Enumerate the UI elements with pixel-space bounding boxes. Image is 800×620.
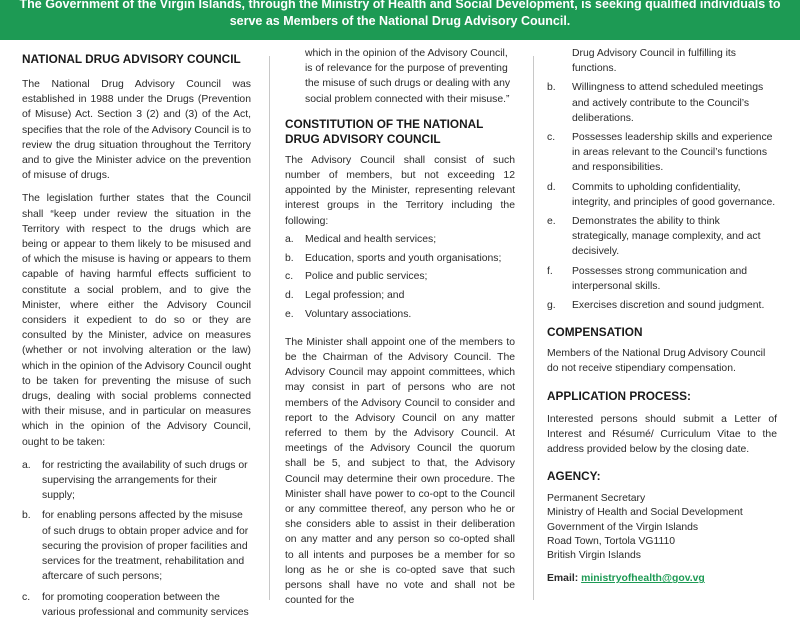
list-item-text: Exercises discretion and sound judgment. xyxy=(572,300,765,312)
criteria-continuation: Drug Advisory Council in fulfilling its functions. xyxy=(572,48,737,75)
council-measures-list xyxy=(22,458,251,620)
list-marker: f. xyxy=(547,265,553,277)
list-marker: d. xyxy=(285,290,294,301)
list-marker: e. xyxy=(547,216,556,228)
list-item-text: Education, sports and youth organisations; xyxy=(305,252,502,264)
email-line xyxy=(547,571,777,586)
list-item-text: Demonstrates the ability to think strategically, manage complexity, and act decisively. xyxy=(572,216,761,258)
council-heading: NATIONAL DRUG ADVISORY COUNCIL xyxy=(22,52,241,66)
list-item xyxy=(547,298,777,313)
application-text: Interested persons should submit a Letter of Interest and Résumé/ Curriculum Vitae to the address provided below by the closing date. xyxy=(547,413,777,456)
list-item-text: Possesses leadership skills and experience in areas relevant to the Council’s functions and responsibilities. xyxy=(572,132,773,174)
list-item xyxy=(285,288,515,303)
agency-address xyxy=(547,492,777,563)
list-marker: c. xyxy=(285,271,294,283)
interest-groups-list xyxy=(285,232,515,322)
agency-line: Road Town, Tortola VG1110 xyxy=(547,535,676,547)
list-marker: b. xyxy=(22,510,31,522)
list-item-text: Voluntary associations. xyxy=(305,308,412,320)
list-item xyxy=(547,130,777,176)
agency-line: Permanent Secretary xyxy=(547,493,646,505)
council-legislation-paragraph: The legislation further states that the Council shall “keep under review the situation in the Territory with respect to the drugs which are being or appear to them likely to be misused and of which the misuse is having or appears to them capable of having harmful effects sufficient to constitute a social problem, and to give the Minister, where either the Advisory Council considers it expedient to do so or they are consulted by the Minister, advice on measures (whether or not involving alteration or the law) which in the opinion of the Advisory Council ought to be taken for preventing the misuse of such drugs, dealing with social problems connected with their misuse, and in particular on measures which in the opinion of the Advisory Council, ought to be taken: xyxy=(22,193,251,448)
column-3 xyxy=(547,46,777,586)
criteria-list xyxy=(547,80,777,313)
column-divider-1 xyxy=(269,56,270,600)
list-item-text: Police and public services; xyxy=(305,271,428,283)
list-marker: g. xyxy=(547,300,556,312)
chairman-paragraph: The Minister shall appoint one of the members to be the Chairman of the Advisory Council. The Advisory Council may appoint committees, which may consist in part of persons who are not members of the Advisory Council to consider and report to the Advisory Council on any matter referred to them by the Advisory Council. At meetings of the Advisory Council the quorum shall be 5, and subject to that, the Advisory Council may determine their own procedure. The Minister shall have power to co-opt to the Council or any committee thereof, any person who he or she considers able to assist in their deliberation on any matter and any person so co-opted shall to all intents and purposes be a member for so long as he or she is co-opted save that such persons shall have no vote and shall not be counted for the xyxy=(285,336,515,607)
compensation-heading: COMPENSATION xyxy=(547,325,643,340)
banner-line-1: The Government of the Virgin Islands, through the Ministry of Health and Social Development, is seeking qualified individuals to xyxy=(19,0,781,11)
list-item-text: for restricting the availability of such drugs or supervising the arrangements for their supply; xyxy=(42,459,248,502)
list-item xyxy=(547,264,777,294)
list-item-text: Willingness to attend scheduled meetings and actively contribute to the Council’s deliberations. xyxy=(572,82,764,124)
quote-continuation: which in the opinion of the Advisory Council, is of relevance for the purpose of preventing the misuse of such drugs or dealing with any social problem connected with their misuse.” xyxy=(305,48,511,105)
agency-line: Ministry of Health and Social Development xyxy=(547,507,743,519)
list-item-text: for enabling persons affected by the misuse of such drugs to obtain proper advice and for securing the provision of proper facilities and services for the treatment, rehabilitation and aftercare of such persons; xyxy=(42,510,249,583)
banner-line-2: serve as Members of the National Drug Advisory Council. xyxy=(229,14,571,28)
list-item xyxy=(285,307,515,322)
list-item xyxy=(22,508,251,584)
list-marker: c. xyxy=(547,132,556,144)
column-divider-2 xyxy=(533,56,534,600)
constitution-heading: CONSTITUTION OF THE NATIONAL DRUG ADVISORY COUNCIL xyxy=(285,116,484,146)
list-item xyxy=(22,458,251,504)
list-item-text: Legal profession; and xyxy=(305,290,405,301)
list-item-text: Commits to upholding confidentiality, integrity, and principles of good governance. xyxy=(572,181,776,208)
list-item xyxy=(547,80,777,126)
constitution-paragraph: The Advisory Council shall consist of such number of members, but not exceeding 12 appointed by the Minister, representing relevant interest groups in the Territory including the following: xyxy=(285,154,515,227)
council-intro-paragraph: The National Drug Advisory Council was established in 1988 under the Drugs (Prevention of Misuse) Act. Section 3 (2) and (3) of the Act, specifies that the role of the Advisory Council is to review the drug situation throughout the Territory and to give the Minister advice on the prevention of misuse of drugs. xyxy=(22,79,251,182)
compensation-text: Members of the National Drug Advisory Council do not receive stipendiary compensation. xyxy=(547,348,766,375)
list-item xyxy=(285,251,515,266)
agency-line: British Virgin Islands xyxy=(547,550,641,562)
list-marker: a. xyxy=(285,234,294,246)
list-item xyxy=(547,180,777,210)
email-link[interactable]: ministryofhealth@gov.vg xyxy=(581,573,705,585)
list-item xyxy=(285,232,515,247)
list-item-text: for promoting cooperation between the various professional and community services xyxy=(42,591,249,618)
list-item xyxy=(22,590,251,620)
list-marker: b. xyxy=(285,252,294,264)
list-marker: e. xyxy=(285,308,294,320)
agency-heading: AGENCY: xyxy=(547,469,601,484)
list-item-text: Possesses strong communication and interpersonal skills. xyxy=(572,265,747,292)
agency-line: Government of the Virgin Islands xyxy=(547,521,699,533)
announcement-banner xyxy=(0,0,800,40)
list-marker: a. xyxy=(22,459,31,471)
list-marker: b. xyxy=(547,82,556,94)
list-item-text: Medical and health services; xyxy=(305,234,437,246)
list-item xyxy=(285,269,515,284)
list-marker: c. xyxy=(22,591,31,603)
list-item xyxy=(547,214,777,260)
application-heading: APPLICATION PROCESS: xyxy=(547,388,691,403)
email-label: Email: xyxy=(547,573,579,585)
column-1 xyxy=(22,52,251,620)
list-marker: d. xyxy=(547,181,556,193)
column-2 xyxy=(285,46,515,608)
